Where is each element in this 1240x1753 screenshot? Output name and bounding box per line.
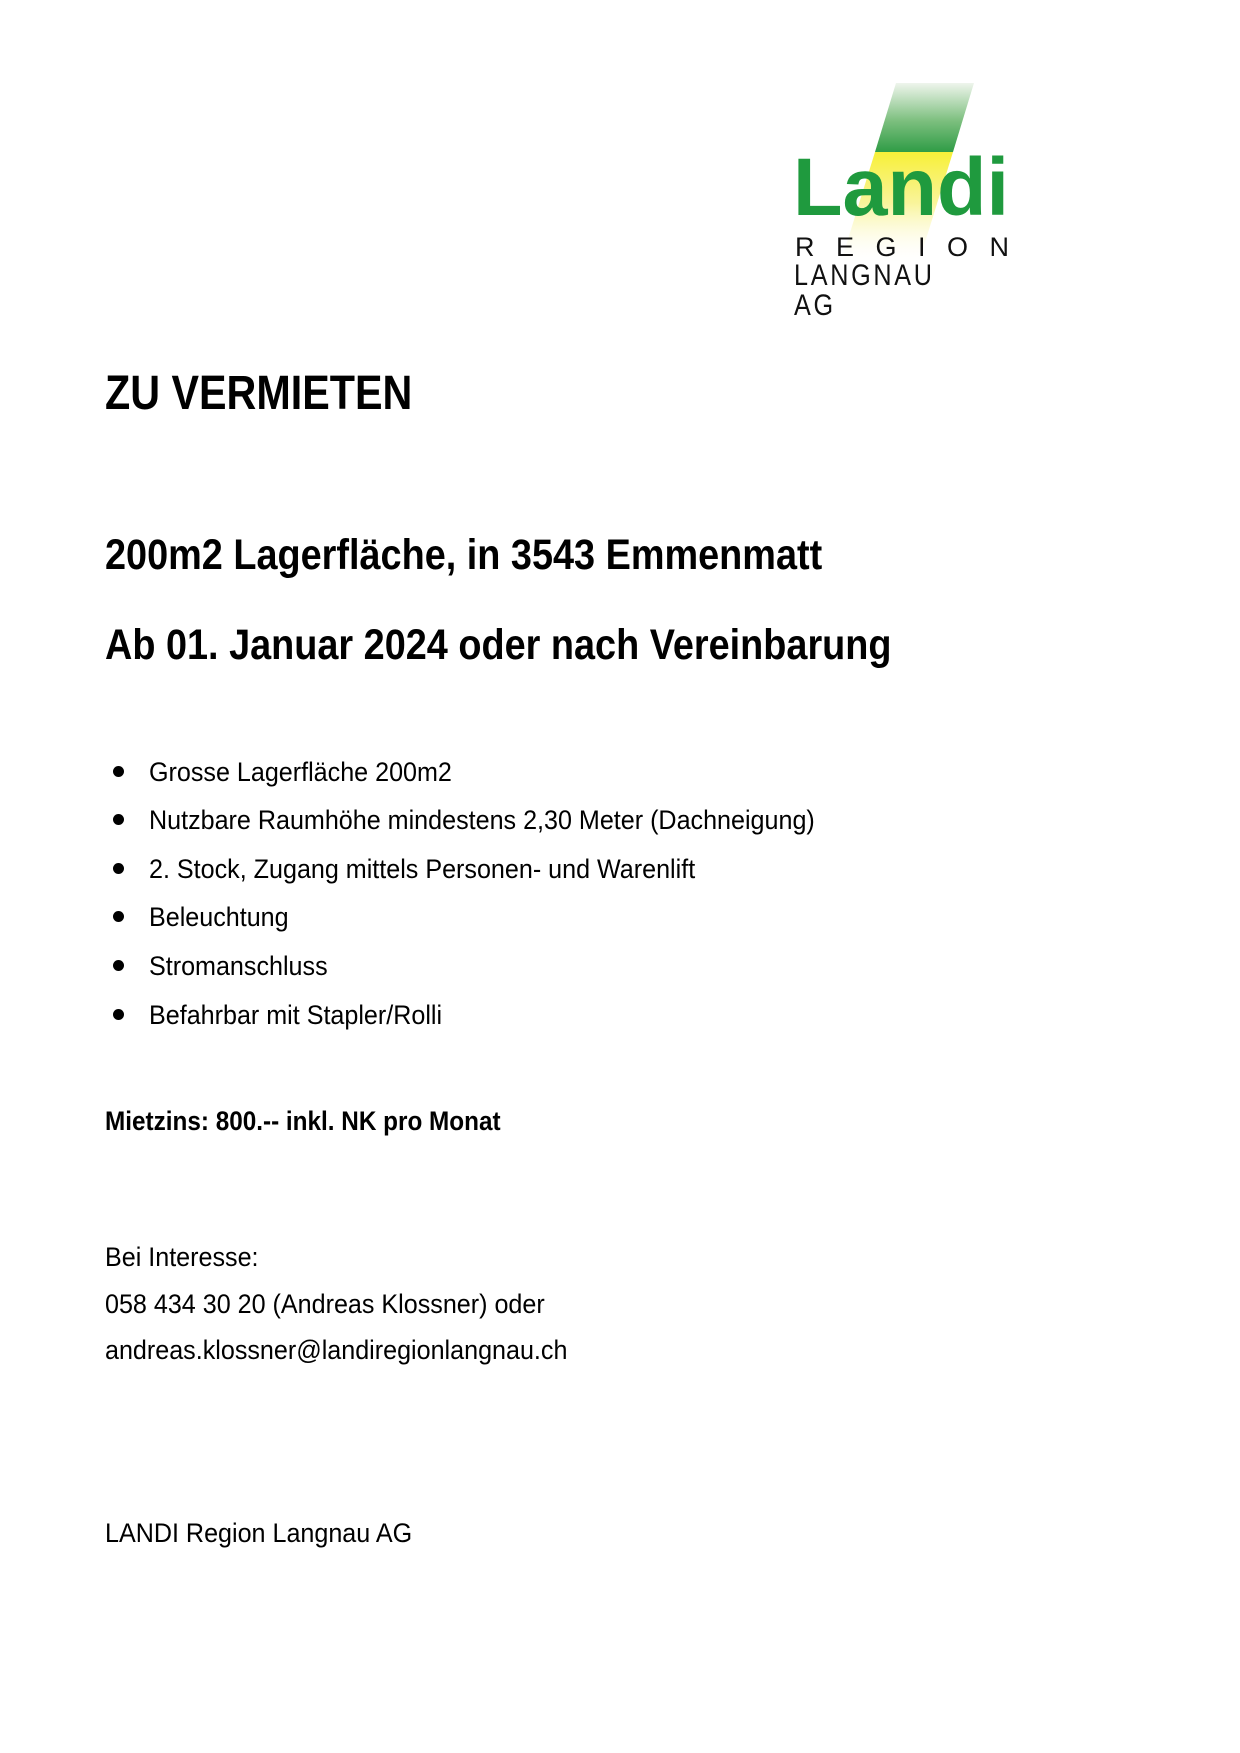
rent-price: Mietzins: 800.-- inkl. NK pro Monat bbox=[105, 1106, 501, 1136]
headline-property: 200m2 Lagerfläche, in 3543 Emmenmatt bbox=[105, 531, 823, 579]
bullet-icon bbox=[113, 911, 124, 922]
headline-availability: Ab 01. Januar 2024 oder nach Vereinbarung bbox=[105, 621, 892, 669]
contact-email[interactable]: andreas.klossner@landiregionlangnau.ch bbox=[105, 1335, 568, 1365]
contact-label: Bei Interesse: bbox=[105, 1242, 259, 1272]
bullet-icon bbox=[113, 863, 124, 874]
bullet-icon bbox=[113, 814, 124, 825]
landi-logo bbox=[790, 80, 1020, 322]
logo-wordmark: Landi bbox=[793, 142, 1009, 233]
bullet-icon bbox=[113, 766, 124, 777]
logo-region-text: R E G I O N bbox=[795, 232, 1009, 262]
company-name: LANDI Region Langnau AG bbox=[105, 1518, 413, 1548]
logo-subtitle: LANGNAU AG bbox=[794, 259, 935, 322]
bullet-icon bbox=[113, 960, 124, 971]
page-title: ZU VERMIETEN bbox=[105, 367, 413, 420]
contact-phone[interactable]: 058 434 30 20 (Andreas Klossner) oder bbox=[105, 1289, 545, 1319]
bullet-icon bbox=[113, 1009, 124, 1020]
